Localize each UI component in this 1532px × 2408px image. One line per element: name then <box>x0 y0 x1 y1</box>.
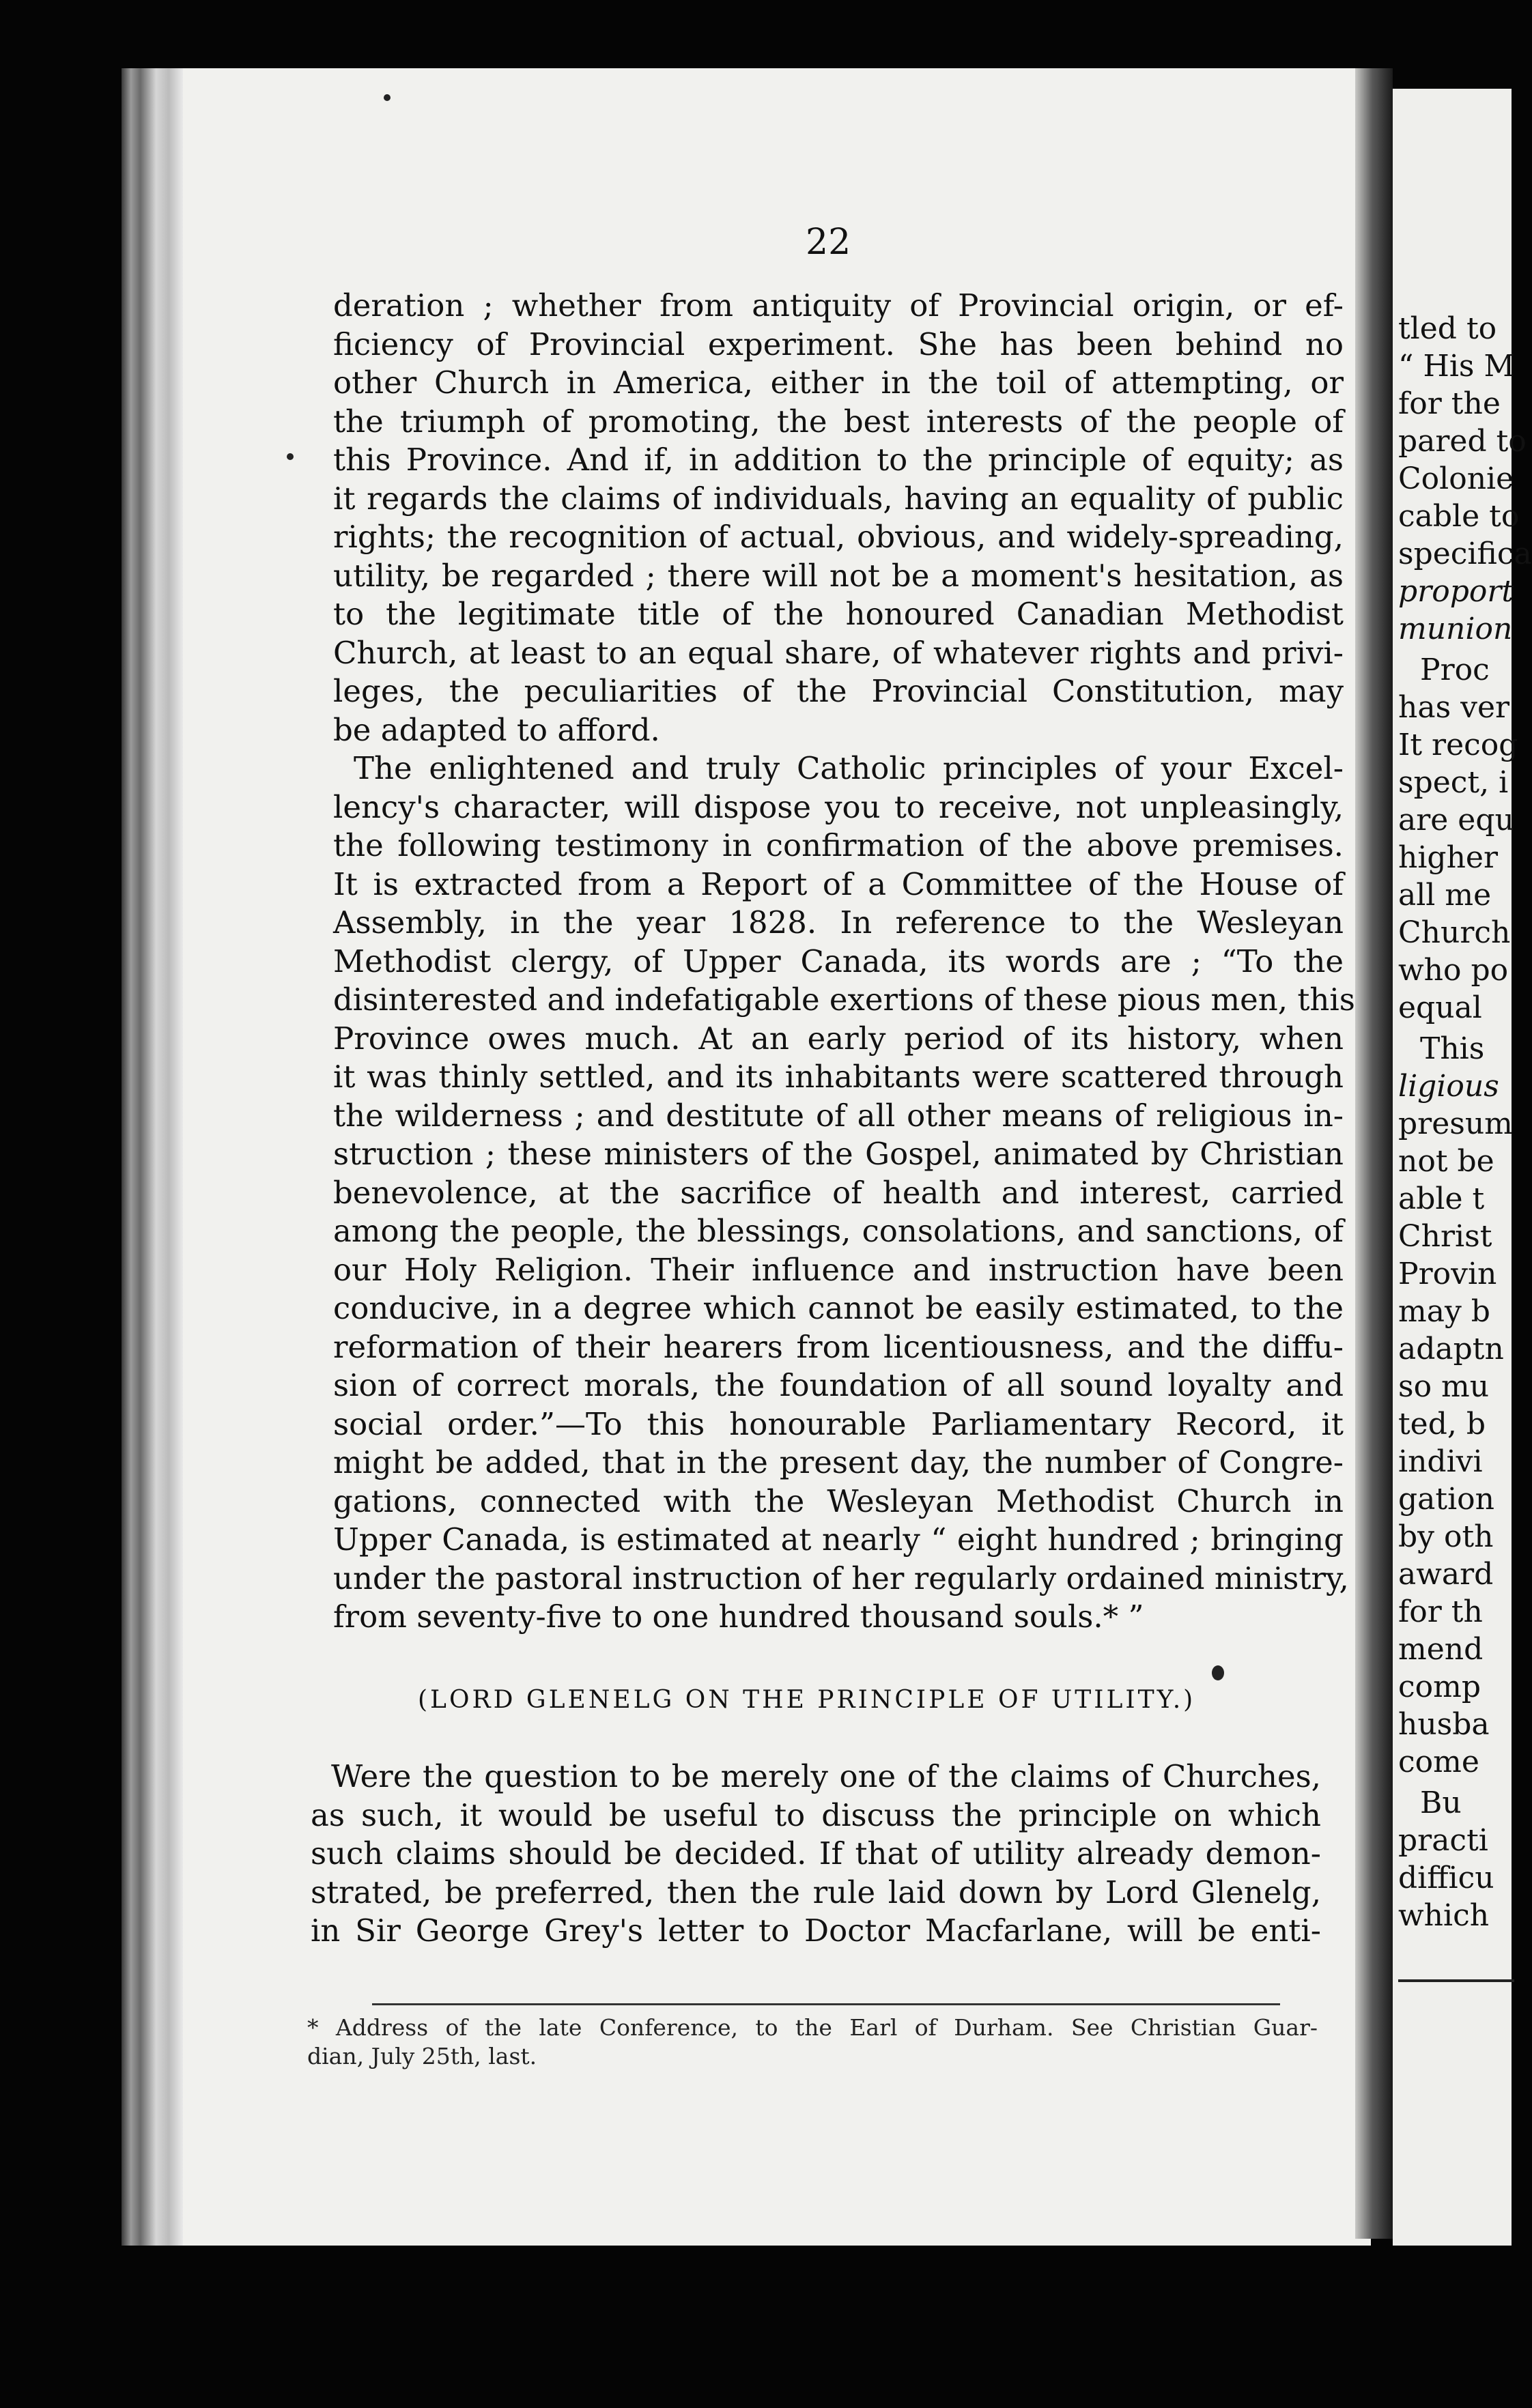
next-page-line: spect, i <box>1398 765 1509 800</box>
next-page-line: difficu <box>1398 1861 1494 1895</box>
text-line: sion of correct morals, the foundation of all sound loyalty and <box>333 1367 1344 1403</box>
next-page-line: adaptn <box>1398 1332 1504 1366</box>
next-page-line: presum <box>1398 1106 1513 1141</box>
text-line: The enlightened and truly Catholic principles of your Excel- <box>354 750 1344 786</box>
text-line: rights; the recognition of actual, obvious, and widely-spreading, <box>333 519 1344 555</box>
text-line: might be added, that in the present day, the number of Congre- <box>333 1444 1344 1480</box>
text-line: lency's character, will dispose you to receive, not unpleasingly, <box>333 788 1344 825</box>
next-page-line: “ His M <box>1398 349 1515 384</box>
footnote-line: * Address of the late Conference, to the Earl of Durham. See Christian Guar- <box>307 2014 1318 2041</box>
text-line: disinterested and indefatigable exertions of these pious men, this <box>333 981 1355 1018</box>
next-page-line: mend <box>1398 1632 1484 1667</box>
text-line: be adapted to afford. <box>333 711 660 748</box>
text-line: reformation of their hearers from licentiousness, and the diffu- <box>333 1328 1344 1365</box>
section-text <box>311 1758 1321 1951</box>
text-line: the triumph of promoting, the best interests of the people of <box>333 403 1344 440</box>
next-page-line: specifica <box>1398 536 1532 571</box>
next-page-line: by oth <box>1398 1519 1494 1554</box>
next-page-line: are equ <box>1398 803 1514 837</box>
text-line: it regards the claims of individuals, having an equality of public <box>333 480 1344 517</box>
text-line: it was thinly settled, and its inhabitants were scattered through <box>333 1059 1344 1095</box>
next-page-line: able t <box>1398 1181 1485 1216</box>
text-line: among the people, the blessings, consolations, and sanctions, of <box>333 1213 1344 1249</box>
text-line: such claims should be decided. If that of utility already demon- <box>311 1835 1321 1872</box>
text-line: this Province. And if, in addition to the principle of equity; as <box>333 442 1344 478</box>
body-text <box>333 287 1355 1637</box>
next-page-line: It recog <box>1398 728 1518 762</box>
next-page-line: Provin <box>1398 1257 1497 1291</box>
next-page-footnote-rule <box>1398 1979 1514 1982</box>
next-page-line: Proc <box>1420 653 1490 687</box>
next-page-line: equal <box>1398 990 1482 1025</box>
next-page-line: Christ <box>1398 1219 1492 1254</box>
text-line: ficiency of Provincial experiment. She has been behind no <box>333 326 1344 362</box>
next-page-line: Colonie <box>1398 461 1514 496</box>
next-page-line: husba <box>1398 1707 1490 1742</box>
text-line: Methodist clergy, of Upper Canada, its words are ; “To the <box>333 943 1344 979</box>
next-page-line: Bu <box>1420 1786 1462 1820</box>
text-line: the following testimony in confirmation of the above premises. <box>333 827 1344 863</box>
text-line: conducive, in a degree which cannot be easily estimated, to the <box>333 1290 1344 1326</box>
next-page-line: ted, b <box>1398 1407 1486 1442</box>
next-page-line: all me <box>1398 878 1492 913</box>
text-line: from seventy-five to one hundred thousand souls.* ” <box>333 1599 1144 1635</box>
page-number: 22 <box>806 222 851 263</box>
text-line: Were the question to be merely one of the claims of Churches, <box>331 1758 1321 1794</box>
next-page-line: pared to <box>1398 424 1527 459</box>
text-line: benevolence, at the sacrifice of health and interest, carried <box>333 1174 1344 1211</box>
next-page-line: has ver <box>1398 690 1510 725</box>
book-page-edge <box>122 68 184 2246</box>
next-page-line: ligious <box>1398 1069 1499 1104</box>
text-line: Church, at least to an equal share, of whatever rights and privi- <box>333 634 1344 671</box>
next-page-line: higher <box>1398 840 1498 875</box>
text-line: deration ; whether from antiquity of Provincial origin, or ef- <box>333 287 1344 324</box>
text-line: It is extracted from a Report of a Committee of the House of <box>333 865 1344 902</box>
next-page-line: not be <box>1398 1144 1494 1179</box>
next-page-line: who po <box>1398 953 1509 988</box>
text-line: struction ; these ministers of the Gospel, animated by Christian <box>333 1136 1344 1172</box>
ink-blot <box>1212 1665 1224 1680</box>
text-line: the wilderness ; and destitute of all other means of religious in- <box>333 1097 1344 1134</box>
next-page-line: award <box>1398 1557 1494 1592</box>
section-heading: (LORD GLENELG ON THE PRINCIPLE OF UTILITY.) <box>418 1686 1196 1714</box>
next-page-line: may b <box>1398 1294 1490 1329</box>
next-page-line: indivi <box>1398 1444 1483 1479</box>
next-page-line: which <box>1398 1898 1490 1933</box>
text-line: Upper Canada, is estimated at nearly “ eight hundred ; bringing <box>333 1521 1344 1558</box>
next-page-line: munion <box>1398 612 1513 646</box>
text-line: as such, it would be useful to discuss the principle on which <box>311 1796 1321 1833</box>
next-page-line: proport <box>1398 574 1514 609</box>
text-line: other Church in America, either in the toil of attempting, or <box>333 364 1344 401</box>
next-page-line: comp <box>1398 1669 1481 1704</box>
text-line: Province owes much. At an early period of its history, when <box>333 1020 1344 1057</box>
speck <box>287 453 294 460</box>
next-page-line: practi <box>1398 1823 1488 1858</box>
text-line: Assembly, in the year 1828. In reference to the Wesleyan <box>333 904 1344 941</box>
text-line: in Sir George Grey's letter to Doctor Macfarlane, will be enti- <box>311 1912 1321 1949</box>
text-line: strated, be preferred, then the rule laid down by Lord Glenelg, <box>311 1874 1321 1910</box>
text-line: under the pastoral instruction of her regularly ordained ministry, <box>333 1560 1349 1596</box>
footnote <box>307 2013 1318 2071</box>
next-page-line: Church <box>1398 915 1511 950</box>
next-page-line: for th <box>1398 1594 1483 1629</box>
text-line: social order.”—To this honourable Parliamentary Record, it <box>333 1405 1344 1442</box>
book-gutter <box>1355 68 1393 2239</box>
speck <box>384 94 391 101</box>
text-line: gations, connected with the Wesleyan Methodist Church in <box>333 1482 1344 1519</box>
next-page-line: This <box>1420 1031 1485 1066</box>
text-line: leges, the peculiarities of the Provincial Constitution, may <box>333 673 1344 709</box>
text-line: to the legitimate title of the honoured Canadian Methodist <box>333 596 1344 632</box>
next-page-line: cable to <box>1398 499 1520 534</box>
text-line: utility, be regarded ; there will not be a moment's hesitation, as <box>333 557 1344 594</box>
next-page-line: gation <box>1398 1482 1494 1517</box>
adjacent-page-fragment <box>1393 89 1532 2246</box>
footnote-line: dian, July 25th, last. <box>307 2043 537 2069</box>
footnote-rule <box>372 2003 1280 2005</box>
next-page-line: tled to <box>1398 311 1497 346</box>
next-page-line: so mu <box>1398 1369 1490 1404</box>
next-page-line: come <box>1398 1745 1479 1779</box>
next-page-line: for the <box>1398 386 1501 421</box>
text-line: our Holy Religion. Their influence and instruction have been <box>333 1251 1344 1288</box>
